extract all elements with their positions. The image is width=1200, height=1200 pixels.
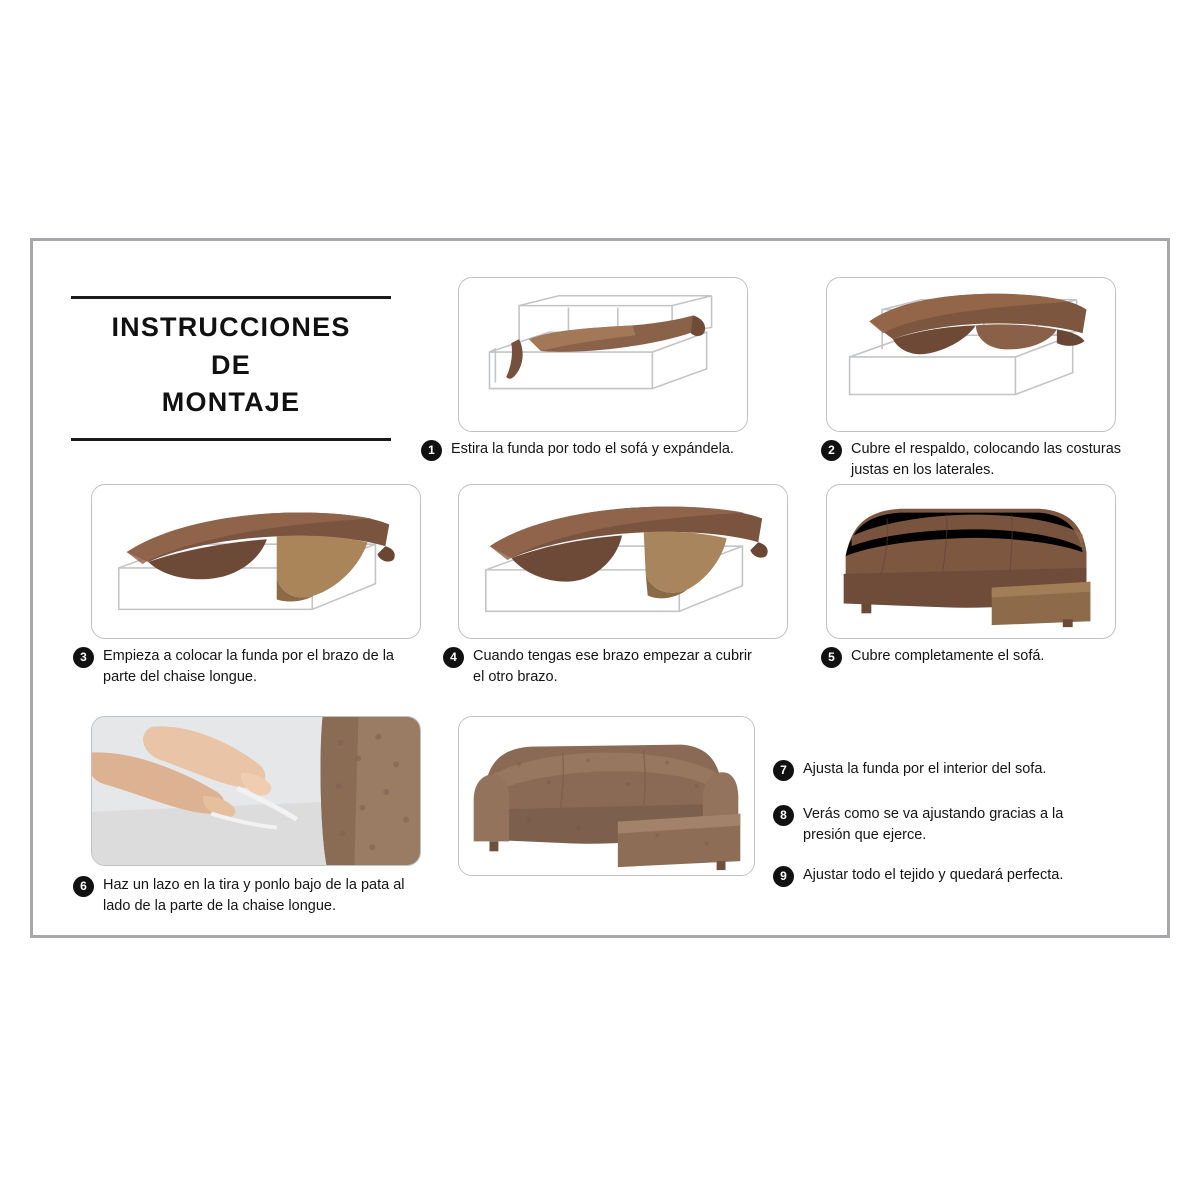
title-line-3: MONTAJE bbox=[161, 386, 301, 417]
title-line-1: INSTRUCCIONES bbox=[111, 312, 351, 342]
sofa-outline-cover-on-other-arm-icon bbox=[459, 485, 787, 638]
step-4-text: Cuando tengas ese brazo empezar a cubrir el otro brazo. bbox=[473, 648, 752, 686]
step-2-number: 2 bbox=[821, 440, 842, 461]
finished-covered-sofa-photo-icon bbox=[459, 717, 754, 875]
step-8-text: Verás como se va ajustando gracias a la presión que ejerce. bbox=[803, 806, 1064, 844]
step-4-number: 4 bbox=[443, 647, 464, 668]
step-6-text: Haz un lazo en la tira y ponlo bajo de la pata al lado de la parte de la chaise longue. bbox=[103, 877, 405, 915]
step-3 bbox=[73, 646, 413, 688]
step-9-text: Ajustar todo el tejido y quedará perfecta. bbox=[803, 867, 1064, 883]
sofa-chaise-outline-with-draped-cover-icon bbox=[459, 278, 747, 431]
step-3-number: 3 bbox=[73, 647, 94, 668]
sofa-outline-cover-on-chaise-arm-icon bbox=[92, 485, 420, 638]
step-1-number: 1 bbox=[421, 440, 442, 461]
step-3-text: Empieza a colocar la funda por el brazo de la parte del chaise longue. bbox=[103, 648, 394, 686]
step-9 bbox=[773, 865, 1103, 887]
illustration-panel-final bbox=[458, 716, 755, 876]
illustration-panel-5 bbox=[826, 484, 1116, 639]
step-7-number: 7 bbox=[773, 760, 794, 781]
page-title bbox=[71, 296, 391, 441]
step-5 bbox=[821, 646, 1111, 668]
step-1 bbox=[421, 439, 751, 461]
step-2 bbox=[821, 439, 1121, 481]
step-4 bbox=[443, 646, 763, 688]
illustration-panel-1 bbox=[458, 277, 748, 432]
illustration-panel-3 bbox=[91, 484, 421, 639]
step-5-number: 5 bbox=[821, 647, 842, 668]
illustration-panel-2 bbox=[826, 277, 1116, 432]
instruction-sheet bbox=[30, 238, 1170, 938]
sofa-fully-covered-icon bbox=[827, 485, 1115, 638]
hands-tying-strap-photo-icon bbox=[92, 717, 420, 865]
step-2-text: Cubre el respaldo, colocando las costuras justas en los laterales. bbox=[851, 441, 1122, 479]
step-6 bbox=[73, 875, 423, 917]
illustration-panel-4 bbox=[458, 484, 788, 639]
step-1-text: Estira la funda por todo el sofá y expándela. bbox=[451, 441, 734, 457]
step-8 bbox=[773, 804, 1093, 846]
step-8-number: 8 bbox=[773, 805, 794, 826]
step-6-number: 6 bbox=[73, 876, 94, 897]
title-line-2: DE bbox=[211, 350, 251, 381]
step-5-text: Cubre completamente el sofá. bbox=[851, 648, 1045, 664]
step-7 bbox=[773, 759, 1093, 781]
sofa-outline-cover-over-backrest-icon bbox=[827, 278, 1115, 431]
title-rule-bottom bbox=[71, 438, 391, 441]
illustration-panel-6 bbox=[91, 716, 421, 866]
step-9-number: 9 bbox=[773, 866, 794, 887]
step-7-text: Ajusta la funda por el interior del sofa. bbox=[803, 761, 1047, 777]
